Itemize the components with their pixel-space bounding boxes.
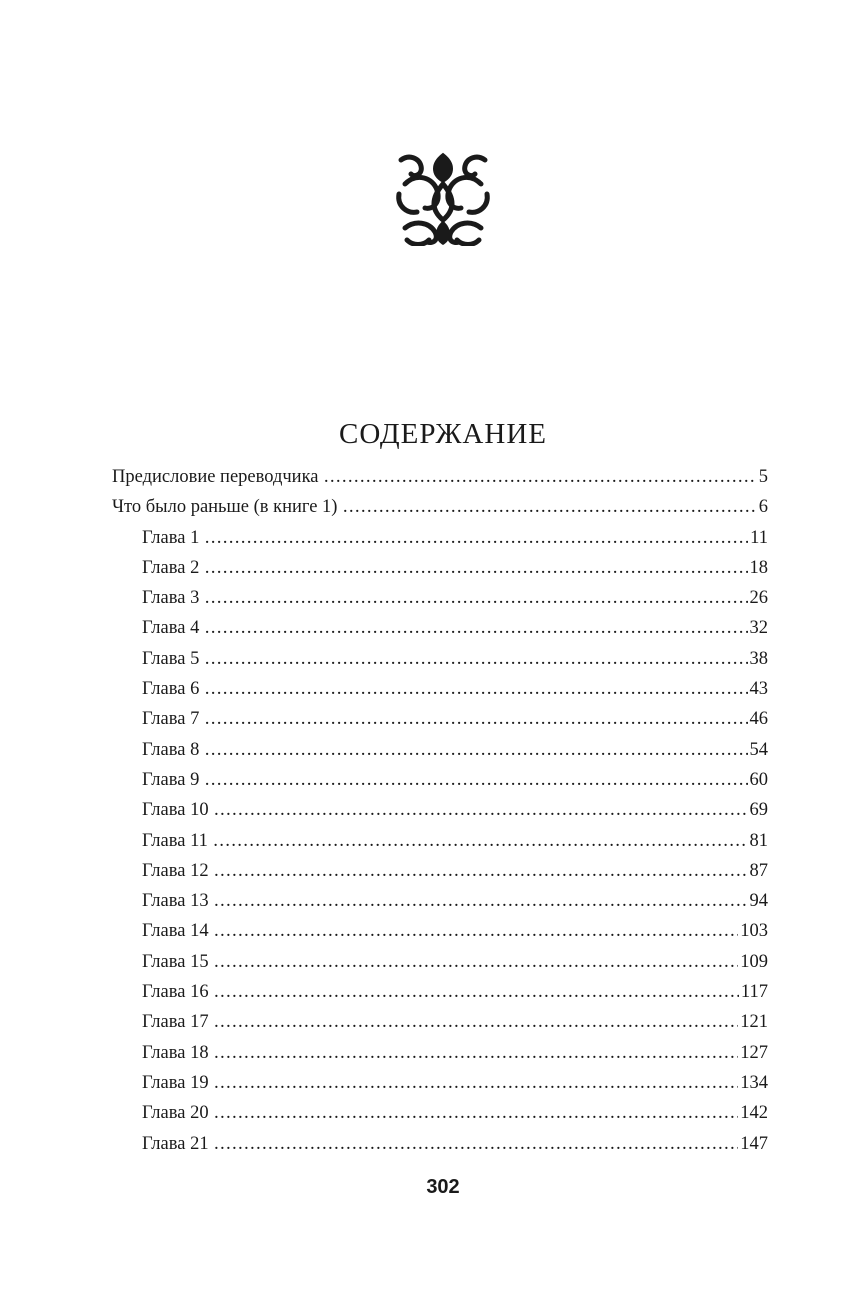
dot-leader: [343, 494, 756, 524]
toc-chapter-label: Глава 8: [142, 739, 200, 760]
toc-chapter-label: Глава 11: [142, 830, 208, 851]
toc-chapter-page: 18: [749, 557, 768, 578]
dot-leader: [214, 828, 748, 858]
toc-chapter-label: Глава 17: [142, 1012, 209, 1033]
toc-chapter-entry[interactable]: [112, 826, 768, 856]
toc-chapter-entry[interactable]: [112, 856, 768, 886]
dot-leader: [215, 1070, 739, 1100]
dot-leader: [215, 979, 739, 1009]
dot-leader: [215, 1131, 739, 1161]
toc-chapter-page: 109: [740, 951, 768, 972]
toc-chapter-page: 43: [749, 679, 768, 700]
dot-leader: [215, 949, 739, 979]
dot-leader: [205, 646, 747, 676]
toc-chapter-page: 121: [740, 1012, 768, 1033]
toc-list: [112, 462, 768, 1159]
toc-chapter-entry[interactable]: [112, 583, 768, 613]
toc-chapter-page: 60: [749, 769, 768, 790]
page-number: 302: [426, 1176, 460, 1198]
toc-chapter-page: 69: [749, 800, 768, 821]
toc-chapter-label: Глава 20: [142, 1103, 209, 1124]
dot-leader: [215, 1009, 739, 1039]
dot-leader: [205, 525, 748, 555]
toc-chapter-entry[interactable]: [112, 765, 768, 795]
toc-chapter-page: 32: [749, 618, 768, 639]
toc-chapter-label: Глава 10: [142, 800, 209, 821]
toc-chapter-entry[interactable]: [112, 704, 768, 734]
toc-chapter-entry[interactable]: [112, 795, 768, 825]
toc-chapter-entry[interactable]: [112, 916, 768, 946]
toc-chapter-page: 103: [740, 921, 768, 942]
toc-chapter-page: 81: [749, 830, 768, 851]
toc-chapter-entry[interactable]: [112, 735, 768, 765]
dot-leader: [215, 888, 748, 918]
toc-chapter-entry[interactable]: [112, 613, 768, 643]
toc-chapter-entry[interactable]: [112, 1038, 768, 1068]
toc-chapter-label: Глава 16: [142, 982, 209, 1003]
toc-chapter-label: Глава 21: [142, 1133, 209, 1154]
dot-leader: [215, 1040, 739, 1070]
toc-chapter-entry[interactable]: [112, 1098, 768, 1128]
dot-leader: [205, 767, 747, 797]
toc-chapter-label: Глава 14: [142, 921, 209, 942]
toc-entry-page: 5: [758, 467, 768, 487]
toc-chapter-page: 94: [749, 891, 768, 912]
toc-entry-label: Предисловие переводчика: [112, 467, 319, 487]
toc-chapter-label: Глава 19: [142, 1072, 209, 1093]
toc-chapter-entry[interactable]: [112, 523, 768, 553]
toc-chapter-entry[interactable]: [112, 553, 768, 583]
toc-chapter-entry[interactable]: [112, 1007, 768, 1037]
toc-chapter-page: 26: [749, 588, 768, 609]
toc-chapter-entry[interactable]: [112, 1129, 768, 1159]
dot-leader: [205, 706, 747, 736]
toc-chapter-page: 11: [750, 527, 768, 548]
dot-leader: [215, 797, 748, 827]
toc-chapter-page: 38: [749, 648, 768, 669]
toc-chapter-label: Глава 3: [142, 588, 200, 609]
dot-leader: [205, 615, 747, 645]
toc-chapter-page: 87: [749, 860, 768, 881]
dot-leader: [205, 676, 747, 706]
toc-chapter-page: 134: [740, 1072, 768, 1093]
toc-chapter-page: 142: [740, 1103, 768, 1124]
toc-chapter-page: 127: [740, 1042, 768, 1063]
toc-chapter-label: Глава 13: [142, 891, 209, 912]
toc-chapter-label: Глава 1: [142, 527, 200, 548]
toc-chapter-label: Глава 2: [142, 557, 200, 578]
toc-chapter-page: 117: [740, 982, 768, 1003]
toc-chapter-label: Глава 5: [142, 648, 200, 669]
toc-chapter-label: Глава 12: [142, 860, 209, 881]
toc-chapter-entry[interactable]: [112, 1068, 768, 1098]
toc-chapter-label: Глава 7: [142, 709, 200, 730]
toc-chapter-entry[interactable]: [112, 977, 768, 1007]
toc-entry[interactable]: [112, 462, 768, 492]
decorative-ornament-icon: [393, 150, 493, 246]
toc-chapter-entry[interactable]: [112, 886, 768, 916]
dot-leader: [205, 585, 747, 615]
toc-entry-page: 6: [758, 497, 768, 518]
toc-chapter-page: 54: [749, 739, 768, 760]
toc-chapter-label: Глава 18: [142, 1042, 209, 1063]
dot-leader: [215, 858, 748, 888]
toc-title: СОДЕРЖАНИЕ: [339, 418, 547, 450]
toc-chapter-page: 46: [749, 709, 768, 730]
toc-chapter-entry[interactable]: [112, 674, 768, 704]
dot-leader: [205, 737, 747, 767]
dot-leader: [325, 464, 757, 494]
toc-chapter-page: 147: [740, 1133, 768, 1154]
toc-chapter-entry[interactable]: [112, 947, 768, 977]
toc-chapter-label: Глава 6: [142, 679, 200, 700]
dot-leader: [215, 918, 739, 948]
dot-leader: [215, 1100, 739, 1130]
toc-entry[interactable]: [112, 492, 768, 522]
toc-chapter-label: Глава 4: [142, 618, 200, 639]
toc-chapter-entry[interactable]: [112, 644, 768, 674]
toc-entry-label: Что было раньше (в книге 1): [112, 497, 338, 518]
toc-chapter-label: Глава 15: [142, 951, 209, 972]
dot-leader: [205, 555, 747, 585]
toc-chapter-label: Глава 9: [142, 769, 200, 790]
